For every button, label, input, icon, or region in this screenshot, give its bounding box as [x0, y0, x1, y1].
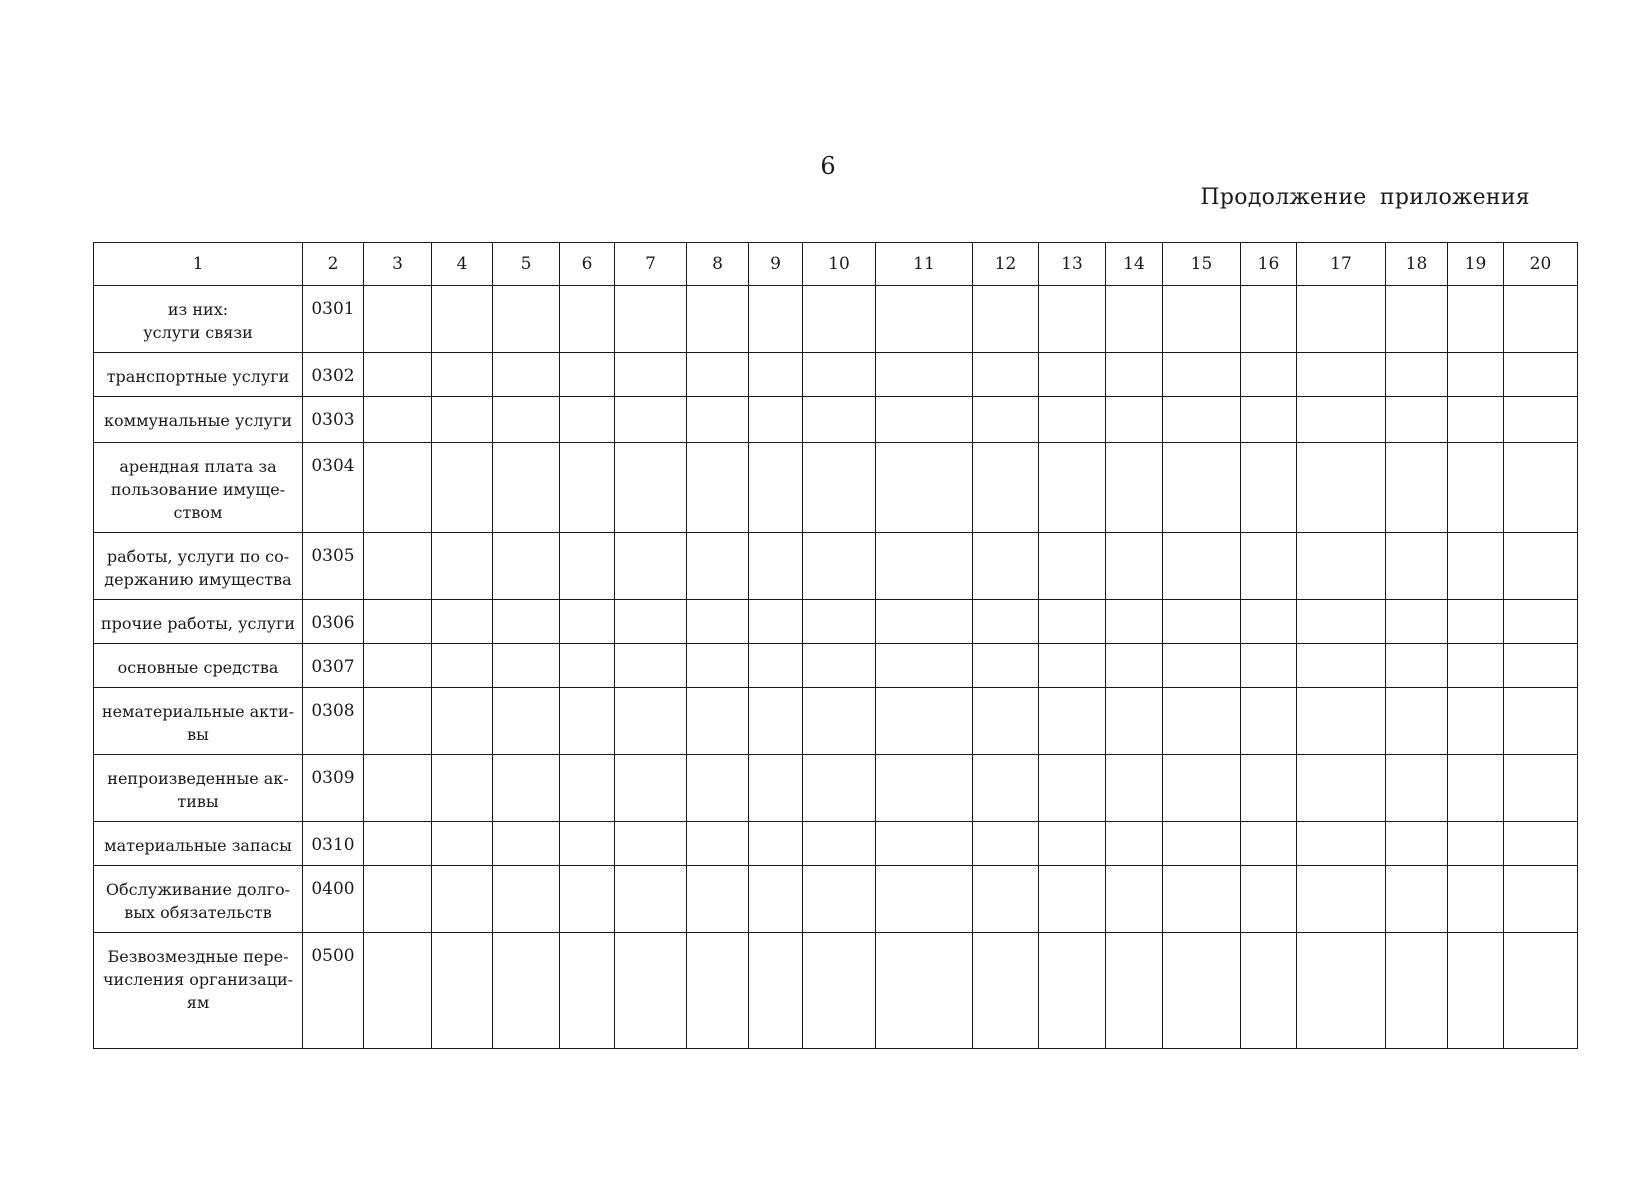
- value-cell: [1163, 933, 1241, 1049]
- value-cell: [560, 688, 615, 755]
- value-cell: [432, 822, 493, 866]
- value-cell: [1386, 755, 1448, 822]
- value-cell: [1241, 933, 1297, 1049]
- value-cell: [1386, 600, 1448, 644]
- value-cell: [560, 533, 615, 600]
- value-cell: [364, 286, 432, 353]
- value-cell: [1448, 822, 1504, 866]
- value-cell: [493, 644, 560, 688]
- row-code: 0301: [303, 286, 364, 353]
- value-cell: [687, 443, 749, 533]
- value-cell: [876, 866, 973, 933]
- value-cell: [1504, 755, 1578, 822]
- value-cell: [560, 644, 615, 688]
- value-cell: [1448, 600, 1504, 644]
- value-cell: [1241, 866, 1297, 933]
- value-cell: [1297, 933, 1386, 1049]
- value-cell: [432, 644, 493, 688]
- value-cell: [1504, 644, 1578, 688]
- value-cell: [1241, 443, 1297, 533]
- page-number: 6: [820, 152, 836, 180]
- value-cell: [1504, 397, 1578, 443]
- value-cell: [803, 600, 876, 644]
- value-cell: [1106, 644, 1163, 688]
- value-cell: [615, 286, 687, 353]
- value-cell: [1297, 822, 1386, 866]
- value-cell: [1106, 688, 1163, 755]
- row-code: 0308: [303, 688, 364, 755]
- column-header: 7: [615, 243, 687, 286]
- value-cell: [803, 397, 876, 443]
- value-cell: [876, 644, 973, 688]
- row-label: Обслуживание долго- вых обязательств: [94, 866, 303, 933]
- value-cell: [749, 443, 803, 533]
- value-cell: [749, 353, 803, 397]
- value-cell: [1297, 755, 1386, 822]
- table-row: [94, 866, 1578, 933]
- value-cell: [560, 443, 615, 533]
- value-cell: [803, 933, 876, 1049]
- value-cell: [687, 933, 749, 1049]
- value-cell: [803, 755, 876, 822]
- value-cell: [973, 644, 1039, 688]
- row-label: нематериальные акти- вы: [94, 688, 303, 755]
- value-cell: [687, 822, 749, 866]
- value-cell: [432, 933, 493, 1049]
- value-cell: [1504, 443, 1578, 533]
- value-cell: [493, 533, 560, 600]
- column-header: 15: [1163, 243, 1241, 286]
- value-cell: [364, 443, 432, 533]
- value-cell: [1106, 397, 1163, 443]
- value-cell: [493, 286, 560, 353]
- value-cell: [432, 286, 493, 353]
- value-cell: [615, 755, 687, 822]
- row-code: 0500: [303, 933, 364, 1049]
- value-cell: [1039, 755, 1106, 822]
- column-header: 10: [803, 243, 876, 286]
- value-cell: [1504, 688, 1578, 755]
- value-cell: [1297, 286, 1386, 353]
- value-cell: [749, 286, 803, 353]
- table-row: [94, 353, 1578, 397]
- value-cell: [1039, 286, 1106, 353]
- value-cell: [803, 353, 876, 397]
- row-code: 0400: [303, 866, 364, 933]
- value-cell: [1504, 353, 1578, 397]
- column-header: 4: [432, 243, 493, 286]
- value-cell: [1297, 533, 1386, 600]
- value-cell: [1241, 600, 1297, 644]
- value-cell: [687, 866, 749, 933]
- value-cell: [1163, 688, 1241, 755]
- value-cell: [1448, 933, 1504, 1049]
- value-cell: [749, 644, 803, 688]
- value-cell: [1386, 688, 1448, 755]
- value-cell: [1241, 353, 1297, 397]
- value-cell: [1448, 443, 1504, 533]
- value-cell: [876, 353, 973, 397]
- value-cell: [493, 688, 560, 755]
- value-cell: [1241, 822, 1297, 866]
- table-row: [94, 688, 1578, 755]
- value-cell: [432, 353, 493, 397]
- value-cell: [973, 933, 1039, 1049]
- value-cell: [1106, 933, 1163, 1049]
- column-header: 11: [876, 243, 973, 286]
- row-label: транспортные услуги: [94, 353, 303, 397]
- table-row: [94, 822, 1578, 866]
- value-cell: [749, 822, 803, 866]
- value-cell: [1297, 397, 1386, 443]
- value-cell: [432, 688, 493, 755]
- value-cell: [364, 353, 432, 397]
- value-cell: [1163, 822, 1241, 866]
- value-cell: [687, 688, 749, 755]
- table-row: [94, 644, 1578, 688]
- value-cell: [560, 286, 615, 353]
- value-cell: [615, 933, 687, 1049]
- row-code: 0307: [303, 644, 364, 688]
- value-cell: [749, 397, 803, 443]
- value-cell: [1163, 443, 1241, 533]
- value-cell: [560, 822, 615, 866]
- value-cell: [493, 353, 560, 397]
- value-cell: [803, 822, 876, 866]
- value-cell: [1386, 933, 1448, 1049]
- value-cell: [364, 822, 432, 866]
- value-cell: [1241, 688, 1297, 755]
- value-cell: [364, 397, 432, 443]
- row-label: из них: услуги связи: [94, 286, 303, 353]
- column-header: 9: [749, 243, 803, 286]
- value-cell: [1039, 533, 1106, 600]
- value-cell: [876, 822, 973, 866]
- value-cell: [1241, 286, 1297, 353]
- value-cell: [1386, 822, 1448, 866]
- value-cell: [432, 533, 493, 600]
- row-label: непроизведенные ак- тивы: [94, 755, 303, 822]
- value-cell: [1297, 443, 1386, 533]
- value-cell: [1106, 600, 1163, 644]
- continuation-title: Продолжение приложения: [1200, 185, 1530, 210]
- column-header: 13: [1039, 243, 1106, 286]
- column-header: 14: [1106, 243, 1163, 286]
- row-code: 0303: [303, 397, 364, 443]
- table-row: [94, 600, 1578, 644]
- value-cell: [1448, 397, 1504, 443]
- table-row: [94, 443, 1578, 533]
- value-cell: [876, 397, 973, 443]
- table-row: [94, 755, 1578, 822]
- column-header: 17: [1297, 243, 1386, 286]
- value-cell: [615, 397, 687, 443]
- value-cell: [973, 866, 1039, 933]
- value-cell: [560, 866, 615, 933]
- value-cell: [1106, 286, 1163, 353]
- value-cell: [1504, 600, 1578, 644]
- value-cell: [1504, 933, 1578, 1049]
- value-cell: [1386, 397, 1448, 443]
- value-cell: [615, 600, 687, 644]
- value-cell: [1163, 644, 1241, 688]
- value-cell: [1297, 644, 1386, 688]
- value-cell: [973, 688, 1039, 755]
- value-cell: [973, 397, 1039, 443]
- value-cell: [432, 866, 493, 933]
- column-header: 1: [94, 243, 303, 286]
- value-cell: [1448, 866, 1504, 933]
- value-cell: [973, 443, 1039, 533]
- row-label: прочие работы, услуги: [94, 600, 303, 644]
- value-cell: [615, 443, 687, 533]
- value-cell: [1039, 866, 1106, 933]
- value-cell: [1163, 397, 1241, 443]
- value-cell: [876, 443, 973, 533]
- header-row: [94, 243, 1578, 286]
- value-cell: [364, 644, 432, 688]
- value-cell: [1106, 443, 1163, 533]
- value-cell: [973, 600, 1039, 644]
- value-cell: [687, 286, 749, 353]
- value-cell: [1386, 286, 1448, 353]
- value-cell: [876, 755, 973, 822]
- value-cell: [1448, 286, 1504, 353]
- value-cell: [493, 822, 560, 866]
- value-cell: [876, 933, 973, 1049]
- report-table: [93, 242, 1578, 1049]
- value-cell: [803, 286, 876, 353]
- row-label: арендная плата за пользование имуще- ством: [94, 443, 303, 533]
- value-cell: [1039, 353, 1106, 397]
- value-cell: [1241, 644, 1297, 688]
- value-cell: [560, 600, 615, 644]
- value-cell: [973, 755, 1039, 822]
- value-cell: [615, 688, 687, 755]
- value-cell: [1106, 822, 1163, 866]
- value-cell: [560, 755, 615, 822]
- value-cell: [560, 353, 615, 397]
- value-cell: [687, 397, 749, 443]
- value-cell: [1163, 866, 1241, 933]
- value-cell: [1039, 397, 1106, 443]
- value-cell: [687, 644, 749, 688]
- row-code: 0304: [303, 443, 364, 533]
- value-cell: [432, 755, 493, 822]
- value-cell: [615, 644, 687, 688]
- value-cell: [364, 600, 432, 644]
- value-cell: [876, 286, 973, 353]
- value-cell: [1163, 600, 1241, 644]
- value-cell: [1504, 822, 1578, 866]
- value-cell: [803, 533, 876, 600]
- value-cell: [1039, 644, 1106, 688]
- row-code: 0306: [303, 600, 364, 644]
- value-cell: [364, 866, 432, 933]
- value-cell: [493, 600, 560, 644]
- value-cell: [1241, 533, 1297, 600]
- value-cell: [803, 688, 876, 755]
- value-cell: [560, 933, 615, 1049]
- value-cell: [876, 688, 973, 755]
- value-cell: [973, 822, 1039, 866]
- row-label: Безвозмездные пере- числения организаци- ям: [94, 933, 303, 1049]
- value-cell: [493, 933, 560, 1049]
- value-cell: [1448, 644, 1504, 688]
- value-cell: [973, 353, 1039, 397]
- value-cell: [1039, 443, 1106, 533]
- value-cell: [876, 533, 973, 600]
- column-header: 5: [493, 243, 560, 286]
- row-code: 0305: [303, 533, 364, 600]
- table-row: [94, 286, 1578, 353]
- value-cell: [1504, 533, 1578, 600]
- value-cell: [1386, 866, 1448, 933]
- row-label: работы, услуги по со- держанию имущества: [94, 533, 303, 600]
- row-code: 0310: [303, 822, 364, 866]
- value-cell: [876, 600, 973, 644]
- column-header: 3: [364, 243, 432, 286]
- value-cell: [1106, 533, 1163, 600]
- row-label: основные средства: [94, 644, 303, 688]
- value-cell: [432, 600, 493, 644]
- value-cell: [493, 443, 560, 533]
- value-cell: [493, 866, 560, 933]
- value-cell: [1297, 353, 1386, 397]
- value-cell: [803, 443, 876, 533]
- value-cell: [364, 533, 432, 600]
- table-row: [94, 397, 1578, 443]
- value-cell: [1163, 755, 1241, 822]
- value-cell: [1039, 688, 1106, 755]
- value-cell: [749, 533, 803, 600]
- value-cell: [615, 533, 687, 600]
- value-cell: [1504, 286, 1578, 353]
- value-cell: [1448, 533, 1504, 600]
- value-cell: [1504, 866, 1578, 933]
- value-cell: [615, 866, 687, 933]
- column-header: 12: [973, 243, 1039, 286]
- value-cell: [364, 755, 432, 822]
- value-cell: [1386, 353, 1448, 397]
- value-cell: [1448, 688, 1504, 755]
- value-cell: [1106, 353, 1163, 397]
- value-cell: [432, 397, 493, 443]
- value-cell: [687, 755, 749, 822]
- value-cell: [1241, 755, 1297, 822]
- value-cell: [432, 443, 493, 533]
- column-header: 8: [687, 243, 749, 286]
- value-cell: [749, 866, 803, 933]
- value-cell: [1106, 755, 1163, 822]
- value-cell: [1386, 644, 1448, 688]
- column-header: 19: [1448, 243, 1504, 286]
- table-row: [94, 933, 1578, 1049]
- column-header: 2: [303, 243, 364, 286]
- value-cell: [1386, 533, 1448, 600]
- value-cell: [687, 600, 749, 644]
- value-cell: [1297, 600, 1386, 644]
- value-cell: [1106, 866, 1163, 933]
- value-cell: [1297, 688, 1386, 755]
- row-code: 0302: [303, 353, 364, 397]
- row-code: 0309: [303, 755, 364, 822]
- value-cell: [1448, 353, 1504, 397]
- value-cell: [803, 866, 876, 933]
- value-cell: [973, 286, 1039, 353]
- value-cell: [1163, 286, 1241, 353]
- value-cell: [973, 533, 1039, 600]
- row-label: коммунальные услуги: [94, 397, 303, 443]
- value-cell: [1163, 533, 1241, 600]
- value-cell: [364, 933, 432, 1049]
- value-cell: [1039, 822, 1106, 866]
- value-cell: [749, 755, 803, 822]
- value-cell: [803, 644, 876, 688]
- value-cell: [749, 600, 803, 644]
- column-header: 20: [1504, 243, 1578, 286]
- column-header: 16: [1241, 243, 1297, 286]
- value-cell: [687, 353, 749, 397]
- value-cell: [1241, 397, 1297, 443]
- value-cell: [615, 822, 687, 866]
- value-cell: [615, 353, 687, 397]
- value-cell: [749, 933, 803, 1049]
- value-cell: [749, 688, 803, 755]
- value-cell: [687, 533, 749, 600]
- value-cell: [493, 397, 560, 443]
- value-cell: [1386, 443, 1448, 533]
- column-header: 6: [560, 243, 615, 286]
- value-cell: [1448, 755, 1504, 822]
- value-cell: [1039, 600, 1106, 644]
- value-cell: [364, 688, 432, 755]
- value-cell: [1297, 866, 1386, 933]
- value-cell: [1163, 353, 1241, 397]
- value-cell: [1039, 933, 1106, 1049]
- value-cell: [493, 755, 560, 822]
- column-header: 18: [1386, 243, 1448, 286]
- value-cell: [560, 397, 615, 443]
- table-row: [94, 533, 1578, 600]
- row-label: материальные запасы: [94, 822, 303, 866]
